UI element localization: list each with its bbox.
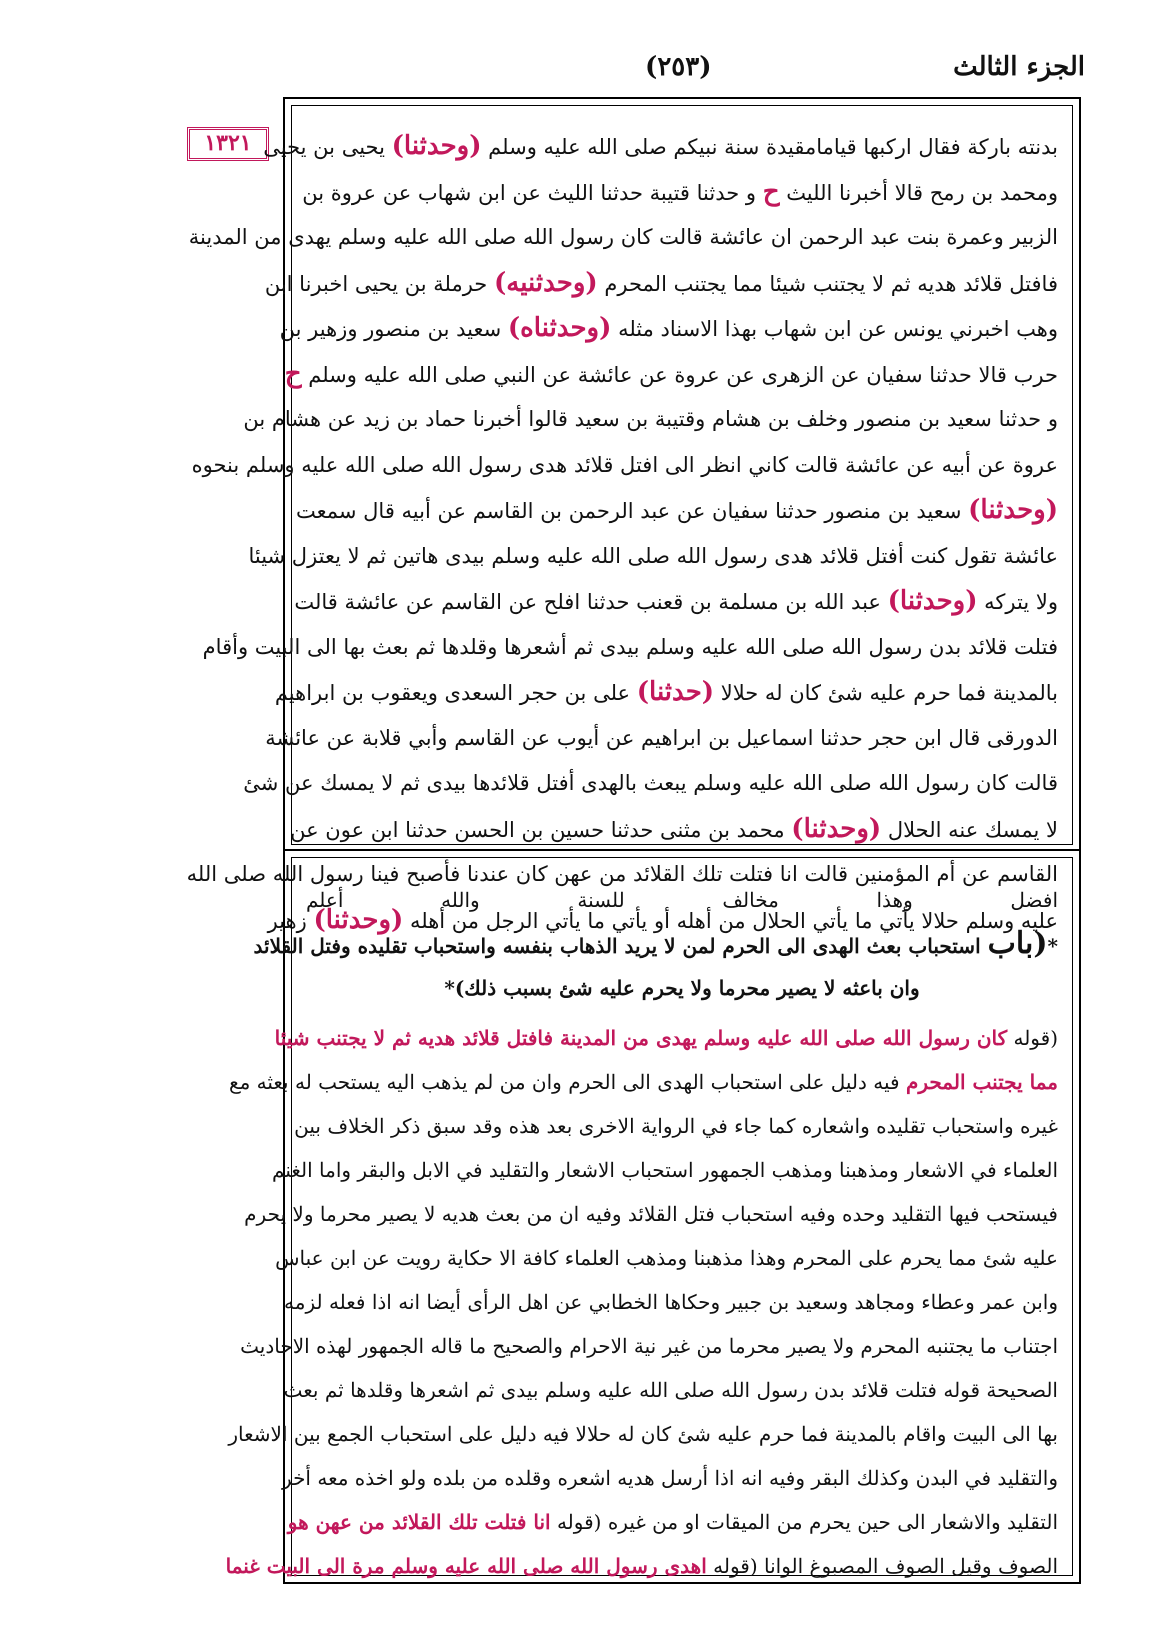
sharh-segment: بها الى البيت واقام بالمدينة فما حرم عليه شئ كان له حلالا فيه دليل على استحباب الجمع بين الاشعار	[228, 1422, 1058, 1446]
sharh-line	[282, 1456, 1058, 1500]
sharh-segment: التقليد والاشعار الى حين يحرم من الميقات او من غيره (قوله	[550, 1510, 1058, 1534]
matn-segment: عليه وسلم حلالا يأتي ما يأتي الحلال من أهله أو يأتي ما يأتي الرجل من أهله	[403, 908, 1058, 933]
sharh-segment: غيره واستحباب تقليده واشعاره كما جاء في الرواية الاخرى بعد هذه وقد سبق ذكر الخلاف بين	[294, 1114, 1058, 1138]
matn-segment: فافتل قلائد هديه ثم لا يجتنب شيئا مما يجتنب المحرم	[597, 271, 1058, 296]
sharh-segment: (قوله	[1007, 1026, 1058, 1050]
matn-line	[279, 306, 1058, 352]
matn-line	[264, 261, 1058, 307]
sharh-segment: فيستحب فيها التقليد وحده وفيه استحباب فتل القلائد وفيه ان من بعث هديه لا يصير محرما ولا يحرم	[244, 1202, 1058, 1226]
narrator-rubric: (وحدثنا)	[887, 586, 978, 616]
matn-segment: لا يمسك عنه الحلال	[881, 817, 1058, 842]
matn-segment: قالت كان رسول الله صلى الله عليه وسلم يبعث بالهدى أفتل قلائدها بيدى ثم لا يمسك عن شئ	[243, 771, 1058, 795]
matn-line	[296, 488, 1058, 534]
sharh-line	[244, 1192, 1058, 1236]
matn-line	[274, 670, 1058, 716]
sharh-line	[283, 1368, 1058, 1412]
sharh-line	[294, 1104, 1058, 1148]
narrator-rubric: (وحدثنا)	[391, 131, 482, 161]
matn-line	[265, 716, 1058, 762]
matn-segment: الدورقى قال ابن حجر حدثنا اسماعيل بن ابراهيم عن أيوب عن القاسم وأبي قلابة عن عائشة	[265, 725, 1058, 750]
matn-segment: القاسم عن أم المؤمنين قالت انا فتلت تلك القلائد من عهن كان عندنا فأصبح فينا رسول الله صلى الله	[186, 862, 1058, 886]
matn-segment: حرب قالا حدثنا سفيان عن الزهرى عن عروة عن عائشة عن النبي صلى الله عليه وسلم	[301, 362, 1058, 387]
matn-segment: سعيد بن منصور وزهير بن	[279, 317, 508, 341]
volume-title: الجزء الثالث	[953, 52, 1085, 82]
quoted-matn: مما يجتنب المحرم	[905, 1070, 1058, 1094]
sharh-segment: العلماء في الاشعار ومذهبنا ومذهب الجمهور استحباب الاشعار والتقليد في الابل والبقر واما الغنم	[272, 1158, 1058, 1182]
matn-segment: زهير	[267, 908, 314, 933]
narrator-rubric: ح	[284, 358, 302, 389]
narrator-rubric: (حدثنا)	[636, 677, 715, 707]
sharh-line	[287, 1500, 1058, 1544]
sharh-segment: الصوف وقيل الصوف المصبوغ الوانا (قوله	[706, 1554, 1058, 1578]
matn-segment: ومحمد بن رمح قالا أخبرنا الليث	[779, 180, 1058, 205]
page-number: (٢٥٣)	[645, 52, 712, 82]
sharh-line	[272, 1148, 1058, 1192]
matn-segment: ولا يتركه	[977, 590, 1058, 614]
bab-heading-line-2: وان باعثه لا يصير محرما ولا يحرم عليه شئ بسبب ذلك)*	[444, 976, 920, 1000]
narrator-rubric: (وحدثنا)	[968, 495, 1058, 525]
bab-heading-text-2: وان باعثه لا يصير محرما ولا يحرم عليه شئ بسبب ذلك)	[454, 976, 920, 1000]
matn-line	[191, 443, 1058, 489]
quoted-matn: انا فتلت تلك القلائد من عهن هو	[287, 1510, 551, 1534]
quoted-matn: كان رسول الله صلى الله عليه وسلم يهدى من المدينة فافتل قلائد هديه ثم لا يجتنب شيئا	[274, 1026, 1008, 1050]
sharh-line	[275, 1236, 1058, 1280]
hadith-number-badge: ١٣٢١	[187, 127, 269, 161]
matn-segment: عروة عن أبيه عن عائشة قالت كاني انظر الى افتل قلائد هدى رسول الله صلى الله عليه وسلم بنحوه	[191, 452, 1058, 477]
matn-segment: بدنته باركة فقال اركبها قيامامقيدة سنة نبيكم صلى الله عليه وسلم	[481, 135, 1058, 159]
matn-segment: حرملة بن يحيى اخبرنا ابن	[264, 271, 494, 296]
narrator-rubric: (وحدثنيه)	[493, 267, 598, 298]
sharh-segment: الصحيحة قوله فتلت قلائد بدن رسول الله صلى الله عليه وسلم بيدى ثم اشعرها وقلدها ثم بعث	[283, 1378, 1058, 1402]
sharh-line	[225, 1544, 1058, 1588]
sharh-line	[284, 1280, 1058, 1324]
narrator-rubric: (وحدثنا)	[313, 904, 404, 935]
bab-heading-line-1: *(باب استحباب بعث الهدى الى الحرم لمن لا يريد الذهاب بنفسه واستحباب تقليده وفتل القلائد	[253, 926, 1058, 961]
matn-line	[248, 534, 1058, 580]
matn-segment: وهب اخبرني يونس عن ابن شهاب بهذا الاسناد مثله	[611, 317, 1058, 341]
matn-line	[202, 625, 1058, 671]
narrator-rubric: (وحدثنا)	[791, 813, 882, 844]
sharh-segment: عليه شئ مما يحرم على المحرم وهذا مذهبنا ومذهب العلماء كافة الا حكاية رويت عن ابن عباس	[275, 1246, 1058, 1270]
sharh-segment: اجتناب ما يجتنبه المحرم ولا يصير محرما من غير نية الاحرام والصحيح ما قاله الجمهور لهذه الاحاديث	[240, 1334, 1058, 1358]
matn-segment: حدثنا سعيد بن منصور وخلف بن هشام وقتيبة بن سعيد قالوا أخبرنا حماد بن زيد عن هشام بن	[243, 407, 1042, 431]
sharh-segment: وابن عمر وعطاء ومجاهد وسعيد بن جبير وحكاها الخطابي عن اهل الرأى أيضا انه اذا فعله لزمه	[284, 1290, 1058, 1314]
matn-segment: حدثنا قتيبة حدثنا الليث عن ابن شهاب عن عروة بن	[302, 180, 740, 205]
matn-segment: عبد الله بن مسلمة بن قعنب حدثنا افلح عن القاسم عن عائشة قالت	[294, 590, 888, 614]
matn-segment: محمد بن مثنى حدثنا حسين بن الحسن حدثنا ابن عون عن	[290, 817, 792, 842]
matn-line	[188, 215, 1058, 261]
sharh-line	[228, 1412, 1058, 1456]
matn-line	[284, 352, 1058, 398]
narrator-rubric: ح	[762, 176, 780, 207]
bab-heading-text: استحباب بعث الهدى الى الحرم لمن لا يريد الذهاب بنفسه واستحباب تقليده وفتل القلائد	[253, 934, 988, 958]
section-divider	[285, 849, 1079, 851]
matn-line	[302, 170, 1058, 216]
sharh-segment: فيه دليل على استحباب الهدى الى الحرم وان من لم يذهب اليه يستحب له بعثه مع	[228, 1070, 906, 1094]
matn-segment: فتلت قلائد بدن رسول الله صلى الله عليه وسلم بيدى ثم أشعرها وقلدها ثم بعث بها الى البيت وأقام	[202, 634, 1058, 659]
sharh-intro-line: افضل وهذا مخالف للسنة والله أعلم	[306, 888, 1058, 912]
page-header	[285, 52, 1085, 88]
matn-segment: و	[1041, 407, 1058, 431]
sharh-line	[274, 1016, 1058, 1060]
bab-word: (باب	[987, 926, 1048, 961]
matn-segment: بالمدينة فما حرم عليه شئ كان له حلالا	[714, 681, 1058, 705]
matn-segment: سعيد بن منصور حدثنا سفيان عن عبد الرحمن بن القاسم عن أبيه قال سمعت	[296, 499, 969, 523]
narrator-rubric: (وحدثناه)	[507, 313, 612, 343]
sharh-segment: والتقليد في البدن وكذلك البقر وفيه انه اذا أرسل هديه اشعره وقلده من بلده ولو اخذه معه أخر	[282, 1466, 1058, 1490]
matn-segment: الزبير وعمرة بنت عبد الرحمن ان عائشة قالت كان رسول الله صلى الله عليه وسلم يهدى من المدينة	[188, 225, 1058, 249]
matn-segment: على بن حجر السعدى ويعقوب بن ابراهيم	[274, 681, 637, 705]
matn-segment: و	[739, 180, 763, 205]
matn-line	[243, 397, 1058, 443]
matn-line	[294, 579, 1058, 625]
matn-line	[243, 761, 1058, 807]
matn-line	[290, 807, 1058, 853]
matn-segment: عائشة تقول كنت أفتل قلائد هدى رسول الله صلى الله عليه وسلم بيدى هاتين ثم لا يعتزل شيئا	[248, 543, 1058, 568]
quoted-matn: اهدى رسول الله صلى الله عليه وسلم مرة الى البيت غنما	[225, 1554, 707, 1578]
sharh-line	[240, 1324, 1058, 1368]
sharh-line	[228, 1060, 1058, 1104]
matn-segment: يحيى بن يحيى	[263, 135, 392, 159]
matn-line	[263, 124, 1058, 170]
